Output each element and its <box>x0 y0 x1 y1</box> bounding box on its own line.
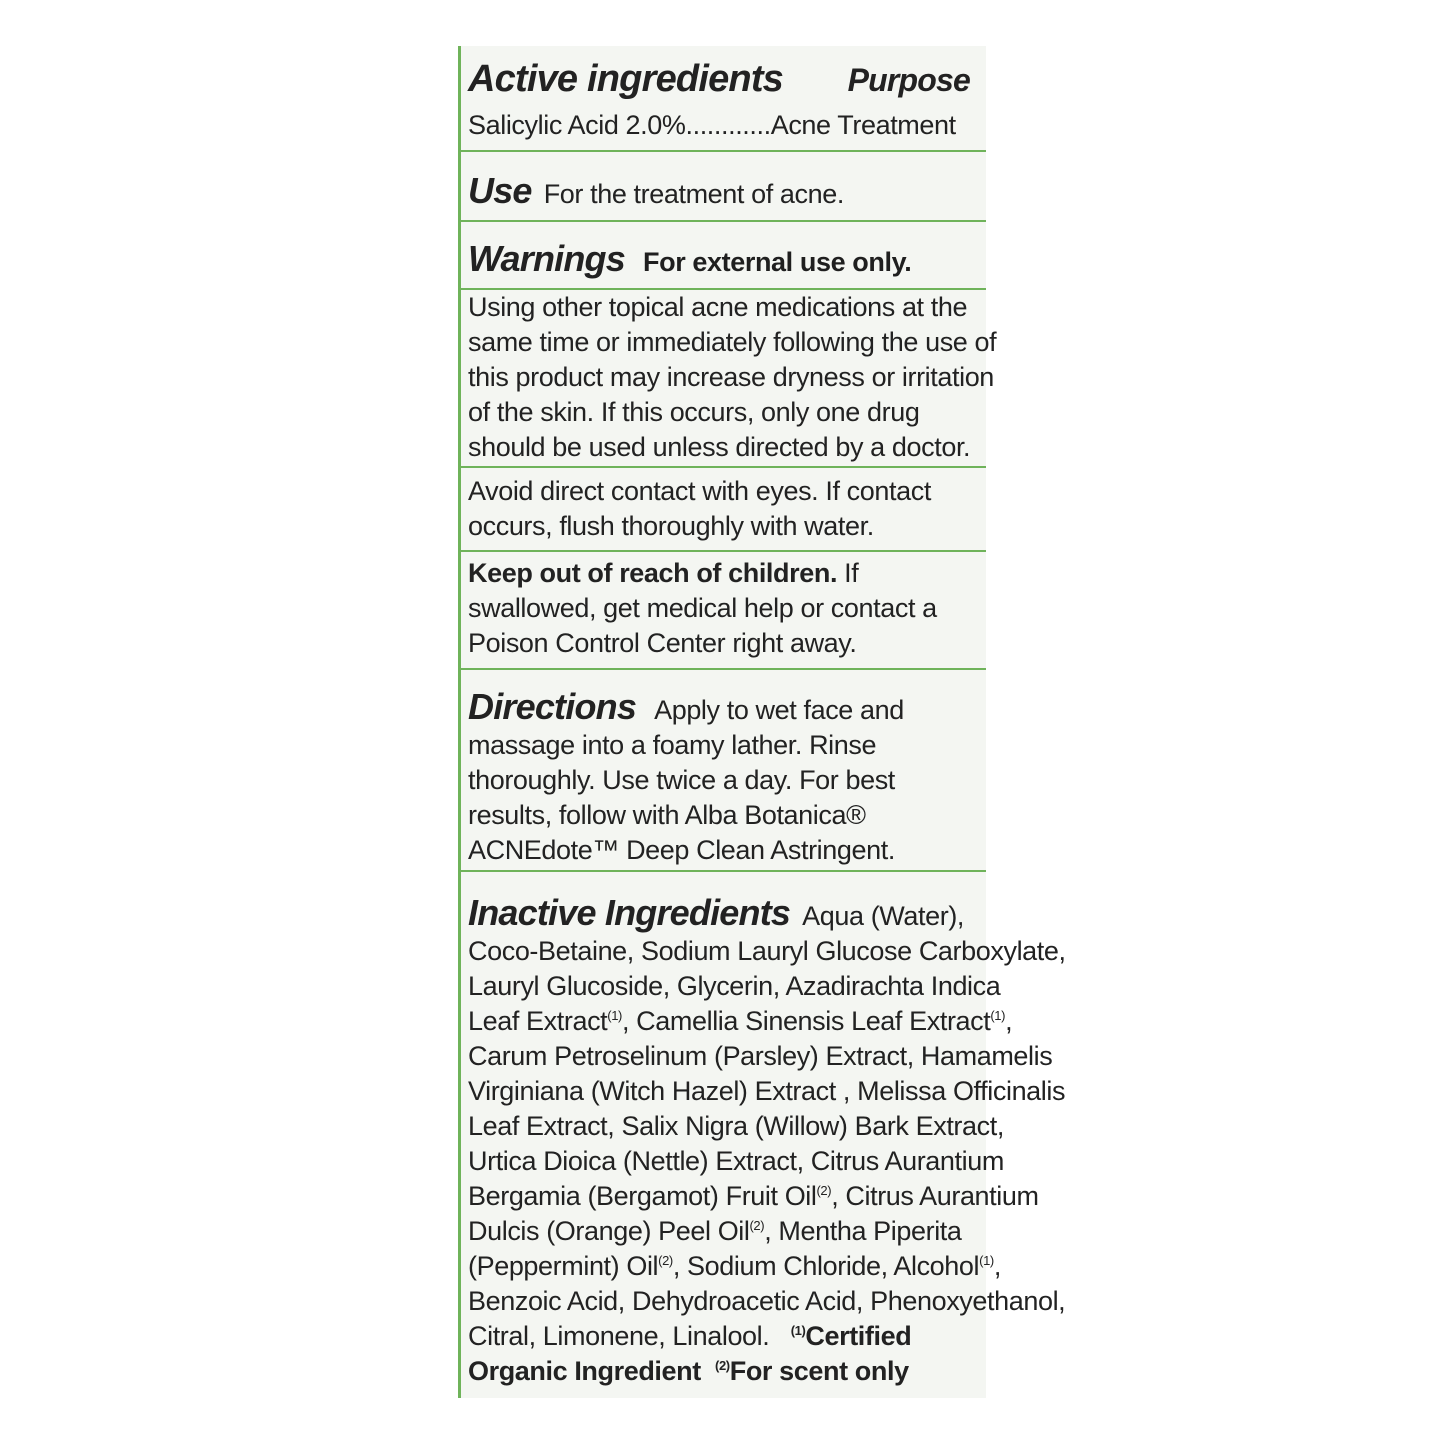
inactive-ingredients-header: Inactive Ingredients Aqua (Water), <box>468 892 965 933</box>
active-ingredients-header: Active ingredients Purpose <box>468 58 970 100</box>
section-divider <box>458 150 986 152</box>
warnings-paragraph-1: Using other topical acne medications at the same time or immediately following the use of this product may increase dryness or irritation of the skin. If this occurs, only one drug should be used unless directed by a doctor. <box>468 292 997 462</box>
active-ingredient-row: Salicylic Acid 2.0%............Acne Treatment <box>468 110 956 140</box>
section-divider <box>458 870 986 872</box>
warnings-paragraph-2: Avoid direct contact with eyes. If contact occurs, flush thoroughly with water. <box>468 476 931 541</box>
inactive-ingredients-list: Coco-Betaine, Sodium Lauryl Glucose Carboxylate, Lauryl Glucoside, Glycerin, Azadirachta Indica Leaf Extract$^{(1)}$, Camellia Sinensis Leaf Extract$^{(1)}$, Carum Petroselinum (Parsley) Extract, Hamamelis Virginiana (Witch Hazel) Extract , Melissa Officinalis Leaf Extract, Salix Nigra (Willow) Bark Extract, Urtica Dioica (Nettle) Extract, Citrus Aurantium Bergamia (Bergamot) Fruit Oil$^{(2)}$, Citrus Aurantium Dulcis (Orange) Peel Oil$^{(2)}$, Mentha Piperita (Peppermint) Oil$^{(2)}$, Sodium Chloride, Alcohol$^{(1)}$, Benzoic Acid, Dehydroacetic Acid, Phenoxyethanol, Citral, Limonene, Linalool. $^{(1)}$Certified Organic Ingredient $^{(2)}$For scent only <box>468 936 1066 1386</box>
section-divider <box>458 550 986 552</box>
warnings-header: Warnings For external use only. <box>468 238 912 279</box>
section-divider <box>458 668 986 670</box>
keep-out-of-reach: Keep out of reach of children. If swallowed, get medical help or contact a Poison Control Center right away. <box>468 558 937 658</box>
directions-text: massage into a foamy lather. Rinse thoroughly. Use twice a day. For best results, follow with Alba Botanica® ACNEdote™ Deep Clean Astringent. <box>468 730 895 865</box>
section-divider <box>458 220 986 222</box>
directions-header: Directions Apply to wet face and <box>468 686 904 727</box>
use-section: Use For the treatment of acne. <box>468 170 844 211</box>
section-divider <box>458 466 986 468</box>
